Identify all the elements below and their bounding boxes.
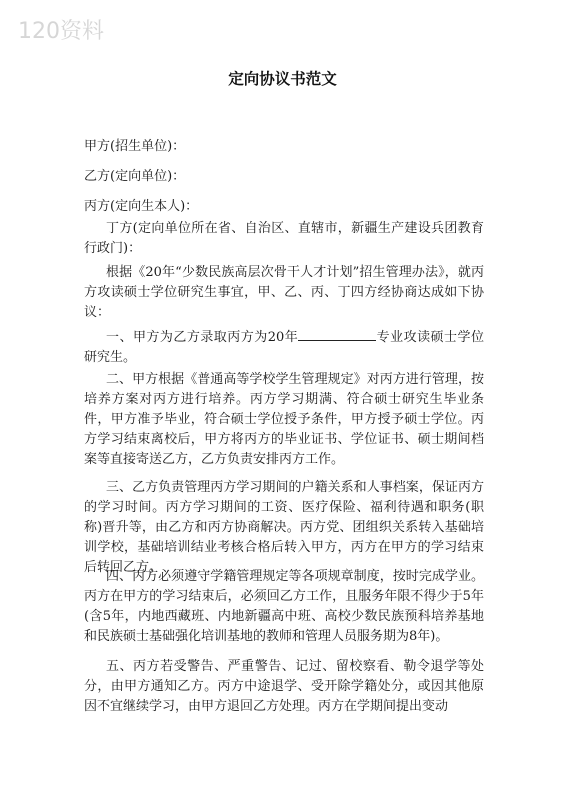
clause-2: 二、甲方根据《普通高等学校学生管理规定》对丙方进行管理，按培养方案对丙方进行培养。丙方学习期满、符合硕士研究生毕业条件，甲方准予毕业，符合硕士学位授予条件，甲方授予硕士学位。丙方学习结束离校后，甲方将丙方的毕业证书、学位证书、硕士期间档案等直接寄送乙方，乙方负责安排丙方工作。 [84, 372, 484, 467]
clause-5: 五、丙方若受警告、严重警告、记过、留校察看、勒令退学等处分，由甲方通知乙方。丙方中途退学、受开除学籍处分，或因其他原因不宜继续学习，由甲方退回乙方处理。丙方在学期间提出变动 [84, 659, 484, 714]
party-jia: 甲方(招生单位)： [84, 139, 186, 154]
intro-paragraph: 根据《20年“少数民族高层次骨干人才计划”招生管理办法》，就丙方攻读硕士学位研究生事宜，甲、乙、丙、丁四方经协商达成如下协议： [84, 265, 484, 320]
party-ding: 丁方(定向单位所在省、自治区、直辖市，新疆生产建设兵团教育行政门)： [84, 221, 484, 256]
clause-1-before: 一、甲方为乙方录取丙方为20年 [106, 330, 299, 345]
clause-1 [84, 327, 484, 368]
clause-3: 三、乙方负责管理丙方学习期间的户籍关系和人事档案，保证丙方的学习时间。丙方学习期间的工资、医疗保险、福利待遇和职务(职称)晋升等，由乙方和丙方协商解决。丙方党、团组织关系转入基础培训学校，基础培训结业考核合格后转入甲方，丙方在甲方的学习结束后转回乙方。 [84, 480, 484, 575]
party-bing: 丙方(定向生本人)： [84, 199, 199, 214]
party-yi: 乙方(定向单位)： [84, 169, 186, 184]
clause-1-after: 专业攻读硕士学位研究生。 [84, 330, 484, 365]
watermark-text: 120资料 [18, 19, 104, 44]
blank-line [298, 327, 376, 341]
clause-4: 四、丙方必须遵守学籍管理规定等各项规章制度，按时完成学业。丙方在甲方的学习结束后，必须回乙方工作，且服务年限不得少于5年(含5年，内地西藏班、内地新疆高中班、高校少数民族预科培养基地和民族硕士基础强化培训基地的教师和管理人员服务期为8年)。 [84, 569, 484, 644]
document-title: 定向协议书范文 [228, 70, 337, 88]
